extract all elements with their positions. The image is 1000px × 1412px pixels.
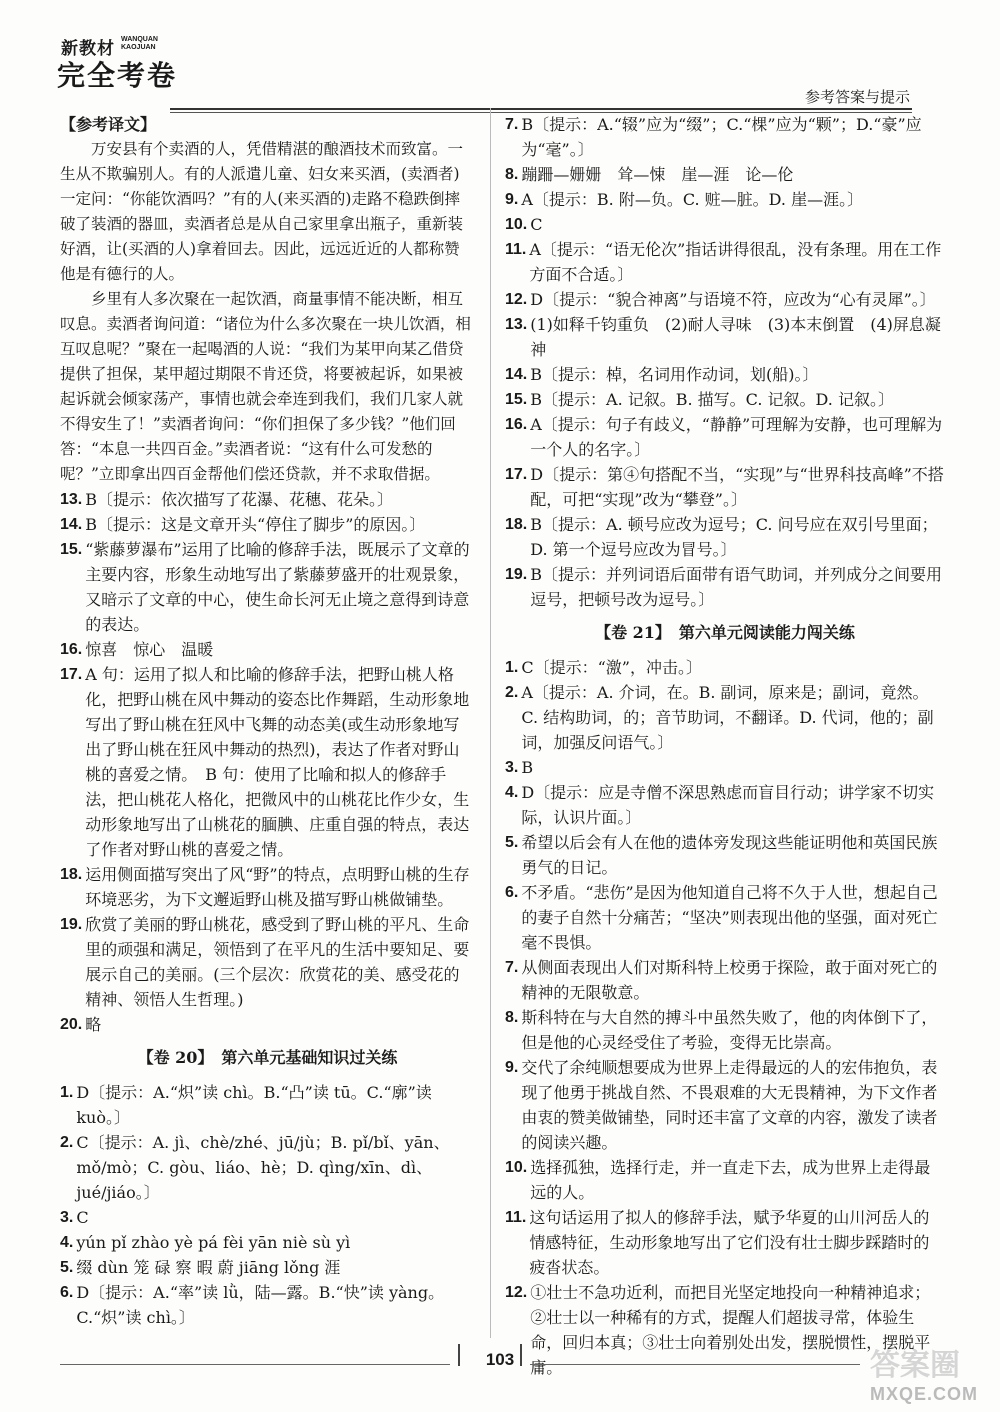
item-number: 16. bbox=[60, 641, 83, 658]
item-number: 18. bbox=[60, 866, 83, 883]
item-text: A 句：运用了拟人和比喻的修辞手法，把野山桃人格化，把野山桃在风中舞动的姿态比作舞蹈，生动形象地写出了野山桃在狂风中飞舞的动态美(或生动形象地写出了野山桃在狂风中舞动的热烈)，表达了作者对野山桃的喜爱之情。 B 句：使用了比喻和拟人的修辞手法，把山桃花人格化，把微风中的山桃花比作少女，生动形象地写出了山桃花的腼腆、庄重自强的特点，表达了作者对野山桃的喜爱之情。 bbox=[85, 665, 470, 859]
answer-21-item bbox=[505, 880, 945, 955]
item-number: 5. bbox=[60, 1259, 74, 1276]
item-number: 3. bbox=[60, 1209, 74, 1226]
answer-21-item bbox=[505, 755, 945, 780]
item-text: 欣赏了美丽的野山桃花，感受到了野山桃的平凡、生命里的顽强和满足，领悟到了在平凡的生活中要知足、要展示自己的美丽。(三个层次：欣赏花的美、感受花的精神、领悟人生哲理。) bbox=[85, 915, 470, 1009]
item-text: 这句话运用了拟人的修辞手法，赋予华夏的山川河岳人的情感特征，生动形象地写出了它们没有壮士脚步踩踏时的疲沓状态。 bbox=[529, 1208, 930, 1277]
answer-item bbox=[60, 662, 475, 862]
item-number: 17. bbox=[60, 666, 83, 683]
right-column bbox=[505, 112, 945, 1380]
watermark-url: MXQE.COM bbox=[869, 1384, 978, 1404]
item-number: 7. bbox=[505, 116, 519, 133]
answer-item bbox=[505, 512, 945, 562]
answer-21-item bbox=[505, 1005, 945, 1055]
item-text: C〔提示：A. jì、chè/zhé、jū/jù；B. pǐ/bǐ、yān、mǒ/mò；C. gòu、liáo、hè；D. qìng/xīn、dì、jué/jiáo。〕 bbox=[76, 1133, 450, 1202]
left-column bbox=[60, 112, 475, 1330]
brand-small: 新教材 bbox=[61, 39, 115, 59]
item-number: 17. bbox=[505, 466, 528, 483]
answer-20-item bbox=[60, 1230, 475, 1255]
answer-21-item bbox=[505, 830, 945, 880]
answer-item bbox=[60, 537, 475, 637]
item-number: 18. bbox=[505, 516, 528, 533]
item-number: 11. bbox=[505, 241, 527, 258]
answer-20-item bbox=[60, 1080, 475, 1130]
answer-21-item bbox=[505, 1055, 945, 1155]
answer-item bbox=[60, 1012, 475, 1037]
item-number: 13. bbox=[60, 491, 83, 508]
item-text: 缀 dùn 笼 碌 察 暇 蔚 jiāng lǒng 涯 bbox=[76, 1258, 341, 1277]
section-title-21: 【卷 21】 第六单元阅读能力闯关练 bbox=[595, 623, 855, 642]
answer-item bbox=[60, 637, 475, 662]
page-header bbox=[55, 28, 912, 106]
item-number: 8. bbox=[505, 166, 519, 183]
answer-20-item bbox=[60, 1280, 475, 1330]
footer-bar-right bbox=[520, 1344, 522, 1366]
translation-paragraph: 乡里有人多次聚在一起饮酒，商量事情不能决断，相互叹息。卖酒者询问道：“诸位为什么多次聚在一块儿饮酒，相互叹息呢？”聚在一起喝酒的人说：“我们为某甲向某乙借贷提供了担保，某甲超过期限不肯还贷，将要被起诉，如果被起诉就会倾家荡产，事情也就会牵连到我们，我们几家人就不得安生了！”卖酒者询问：“你们担保了多少钱？”他们回答：“本息一共四百金。”卖酒者说：“这有什么可发愁的呢？”立即拿出四百金帮他们偿还贷款，并不求取借据。 bbox=[60, 290, 471, 483]
item-text: “紫藤萝瀑布”运用了比喻的修辞手法，既展示了文章的主要内容，形象生动地写出了紫藤萝盛开的壮观景象，又暗示了文章的中心，使生命长河无止境之意得到诗意的表达。 bbox=[85, 540, 470, 634]
item-number: 16. bbox=[505, 416, 528, 433]
item-text: 不矛盾。“悲伤”是因为他知道自己将不久于人世，想起自己的妻子自然十分痛苦；“坚决”则表现出他的坚强，面对死亡毫不畏惧。 bbox=[521, 883, 938, 952]
item-text: C bbox=[76, 1208, 89, 1227]
item-number: 15. bbox=[505, 391, 528, 408]
header-title: 参考答案与提示 bbox=[804, 88, 910, 106]
footer-rule-left bbox=[60, 1364, 450, 1365]
answer-item bbox=[60, 912, 475, 1012]
answer-item bbox=[60, 862, 475, 912]
item-number: 7. bbox=[505, 959, 519, 976]
brand-pinyin-1: WANQUAN bbox=[121, 36, 158, 43]
item-text: D〔提示：应是寺僧不深思熟虑而盲目行动；讲学家不切实际，认识片面。〕 bbox=[521, 783, 935, 827]
item-text: 从侧面表现出人们对斯科特上校勇于探险，敢于面对死亡的精神的无限敬意。 bbox=[521, 958, 938, 1002]
answer-21-item bbox=[505, 680, 945, 755]
item-number: 2. bbox=[60, 1134, 74, 1151]
item-number: 3. bbox=[505, 759, 519, 776]
answer-item bbox=[505, 362, 945, 387]
item-number: 8. bbox=[505, 1009, 519, 1026]
item-number: 1. bbox=[60, 1084, 74, 1101]
answer-item bbox=[60, 487, 475, 512]
answer-item bbox=[505, 112, 945, 162]
item-text: B〔提示：A.“辍”应为“缀”；C.“棵”应为“颗”；D.“豪”应为“毫”。〕 bbox=[521, 115, 922, 159]
answer-21-item bbox=[505, 780, 945, 830]
item-number: 14. bbox=[60, 516, 83, 533]
answer-item bbox=[505, 562, 945, 612]
answer-item bbox=[505, 462, 945, 512]
item-number: 12. bbox=[505, 1284, 528, 1301]
item-number: 4. bbox=[505, 784, 519, 801]
item-number: 1. bbox=[505, 659, 519, 676]
item-number: 20. bbox=[60, 1016, 83, 1033]
answer-item bbox=[60, 512, 475, 537]
item-text: ①壮士不急功近利，而把目光坚定地投向一种精神追求；②壮士以一种稀有的方式，提醒人们超拔寻常，体验生命，回归本真；③壮士向着别处出发，摆脱惯性，摆脱平庸。 bbox=[530, 1283, 931, 1377]
item-text: 惊喜 惊心 温暖 bbox=[85, 640, 214, 659]
item-number: 10. bbox=[505, 216, 528, 233]
brand-pinyin-2: KAOJUAN bbox=[121, 44, 156, 51]
item-text: B〔提示：A. 记叙。B. 描写。C. 记叙。D. 记叙。〕 bbox=[530, 390, 894, 409]
item-text: A〔提示：“语无伦次”指话讲得很乱，没有条理。用在工作方面不合适。〕 bbox=[529, 240, 942, 284]
header-rule bbox=[170, 108, 912, 110]
item-number: 5. bbox=[505, 834, 519, 851]
item-text: 交代了余纯顺想要成为世界上走得最远的人的宏伟抱负，表现了他勇于挑战自然、不畏艰难的大无畏精神，为下文作者由衷的赞美做铺垫，同时还丰富了文章的内容，激发了读者的阅读兴趣。 bbox=[521, 1058, 938, 1152]
answer-20-item bbox=[60, 1130, 475, 1205]
item-number: 14. bbox=[505, 366, 528, 383]
item-number: 9. bbox=[505, 1059, 519, 1076]
answer-item bbox=[505, 387, 945, 412]
item-text: B〔提示：并列词语后面带有语气助词，并列成分之间要用逗号，把顿号改为逗号。〕 bbox=[530, 565, 943, 609]
answer-item bbox=[505, 412, 945, 462]
translation-paragraph: 万安县有个卖酒的人，凭借精湛的酿酒技术而致富。一生从不欺骗别人。有的人派遣儿童、妇女来买酒，(卖酒者)一定问：“你能饮酒吗？”有的人(来买酒的)走路不稳跌倒摔破了装酒的器皿，卖酒者总是从自己家里拿出瓶子，重新装好酒，让(买酒的人)拿着回去。因此，远远近近的人都称赞他是有德行的人。 bbox=[60, 140, 464, 283]
item-text: C bbox=[530, 215, 543, 234]
item-text: B〔提示：A. 顿号应改为逗号；C. 问号应在双引号里面；D. 第一个逗号应改为冒号。〕 bbox=[530, 515, 938, 559]
answer-21-item bbox=[505, 655, 945, 680]
section-title-20: 【卷 20】 第六单元基础知识过关练 bbox=[137, 1048, 398, 1067]
brand-pinyin bbox=[121, 36, 158, 52]
item-number: 19. bbox=[505, 566, 528, 583]
item-number: 4. bbox=[60, 1234, 74, 1251]
item-number: 10. bbox=[505, 1159, 528, 1176]
item-number: 11. bbox=[505, 1209, 527, 1226]
item-number: 9. bbox=[505, 191, 519, 208]
item-text: D〔提示：A.“率”读 lǜ，陆—露。B.“快”读 yàng。C.“炽”读 chì。〕 bbox=[76, 1283, 445, 1327]
item-text: yún pǐ zhào yè pá fèi yān niè sù yì bbox=[76, 1233, 351, 1252]
item-text: A〔提示：B. 附—负。C. 赃—脏。D. 崖—涯。〕 bbox=[521, 190, 864, 209]
item-text: B〔提示：依次描写了花瀑、花穗、花朵。〕 bbox=[85, 490, 394, 509]
answer-item bbox=[505, 187, 945, 212]
column-divider bbox=[490, 108, 491, 1338]
page-number: 103 bbox=[485, 1350, 515, 1369]
answer-item bbox=[505, 237, 945, 287]
item-text: C〔提示：“激”，冲击。〕 bbox=[521, 658, 702, 677]
item-text: B bbox=[521, 758, 534, 777]
item-text: 略 bbox=[85, 1015, 102, 1034]
answer-21-item bbox=[505, 1155, 945, 1205]
item-number: 6. bbox=[505, 884, 519, 901]
item-text: D〔提示：“貌合神离”与语境不符，应改为“心有灵犀”。〕 bbox=[530, 290, 936, 309]
brand-logo-text: 完全考卷 bbox=[57, 59, 178, 92]
item-text: A〔提示：A. 介词，在。B. 副词，原来是；副词，竟然。C. 结构助词，的；音节助词，不翻译。D. 代词，他的；副词，加强反问语气。〕 bbox=[521, 683, 934, 752]
item-text: B〔提示：这是文章开头“停住了脚步”的原因。〕 bbox=[85, 515, 426, 534]
item-text: 运用侧面描写突出了风“野”的特点，点明野山桃的生存环境恶劣，为下文邂逅野山桃及描写野山桃做铺垫。 bbox=[85, 865, 470, 909]
watermark bbox=[798, 1340, 978, 1405]
item-text: D〔提示：第④句搭配不当，“实现”与“世界科技高峰”不搭配，可把“实现”改为“攀登”。〕 bbox=[530, 465, 944, 509]
watermark-logo-text: 答案圈 bbox=[870, 1348, 960, 1383]
item-number: 13. bbox=[505, 316, 528, 333]
item-text: D〔提示：A.“炽”读 chì。B.“凸”读 tū。C.“廓”读 kuò。〕 bbox=[76, 1083, 432, 1127]
item-text: 斯科特在与大自然的搏斗中虽然失败了，他的肉体倒下了，但是他的心灵经受住了考验，变得无比崇高。 bbox=[521, 1008, 938, 1052]
answer-item bbox=[505, 312, 945, 362]
item-text: 蹦跚—姗姗 耸—悚 崖—涯 论—伦 bbox=[521, 165, 794, 184]
item-text: 选择孤独，选择行走，并一直走下去，成为世界上走得最远的人。 bbox=[530, 1158, 931, 1202]
item-number: 19. bbox=[60, 916, 83, 933]
item-text: 希望以后会有人在他的遗体旁发现这些能证明他和英国民族勇气的日记。 bbox=[521, 833, 938, 877]
item-text: A〔提示：句子有歧义，“静静”可理解为安静，也可理解为一个人的名字。〕 bbox=[530, 415, 943, 459]
item-number: 2. bbox=[505, 684, 519, 701]
item-text: B〔提示：棹，名词用作动词，划(船)。〕 bbox=[530, 365, 819, 384]
answer-20-item bbox=[60, 1255, 475, 1280]
answer-21-item bbox=[505, 1205, 945, 1280]
answer-item bbox=[505, 162, 945, 187]
item-number: 12. bbox=[505, 291, 528, 308]
reference-translation-heading: 【参考译文】 bbox=[60, 115, 157, 134]
answer-21-item bbox=[505, 955, 945, 1005]
answer-item bbox=[505, 212, 945, 237]
item-number: 15. bbox=[60, 541, 83, 558]
answer-20-item bbox=[60, 1205, 475, 1230]
answer-item bbox=[505, 287, 945, 312]
item-number: 6. bbox=[60, 1284, 74, 1301]
item-text: (1)如释千钧重负 (2)耐人寻味 (3)本末倒置 (4)屏息凝神 bbox=[530, 315, 941, 359]
